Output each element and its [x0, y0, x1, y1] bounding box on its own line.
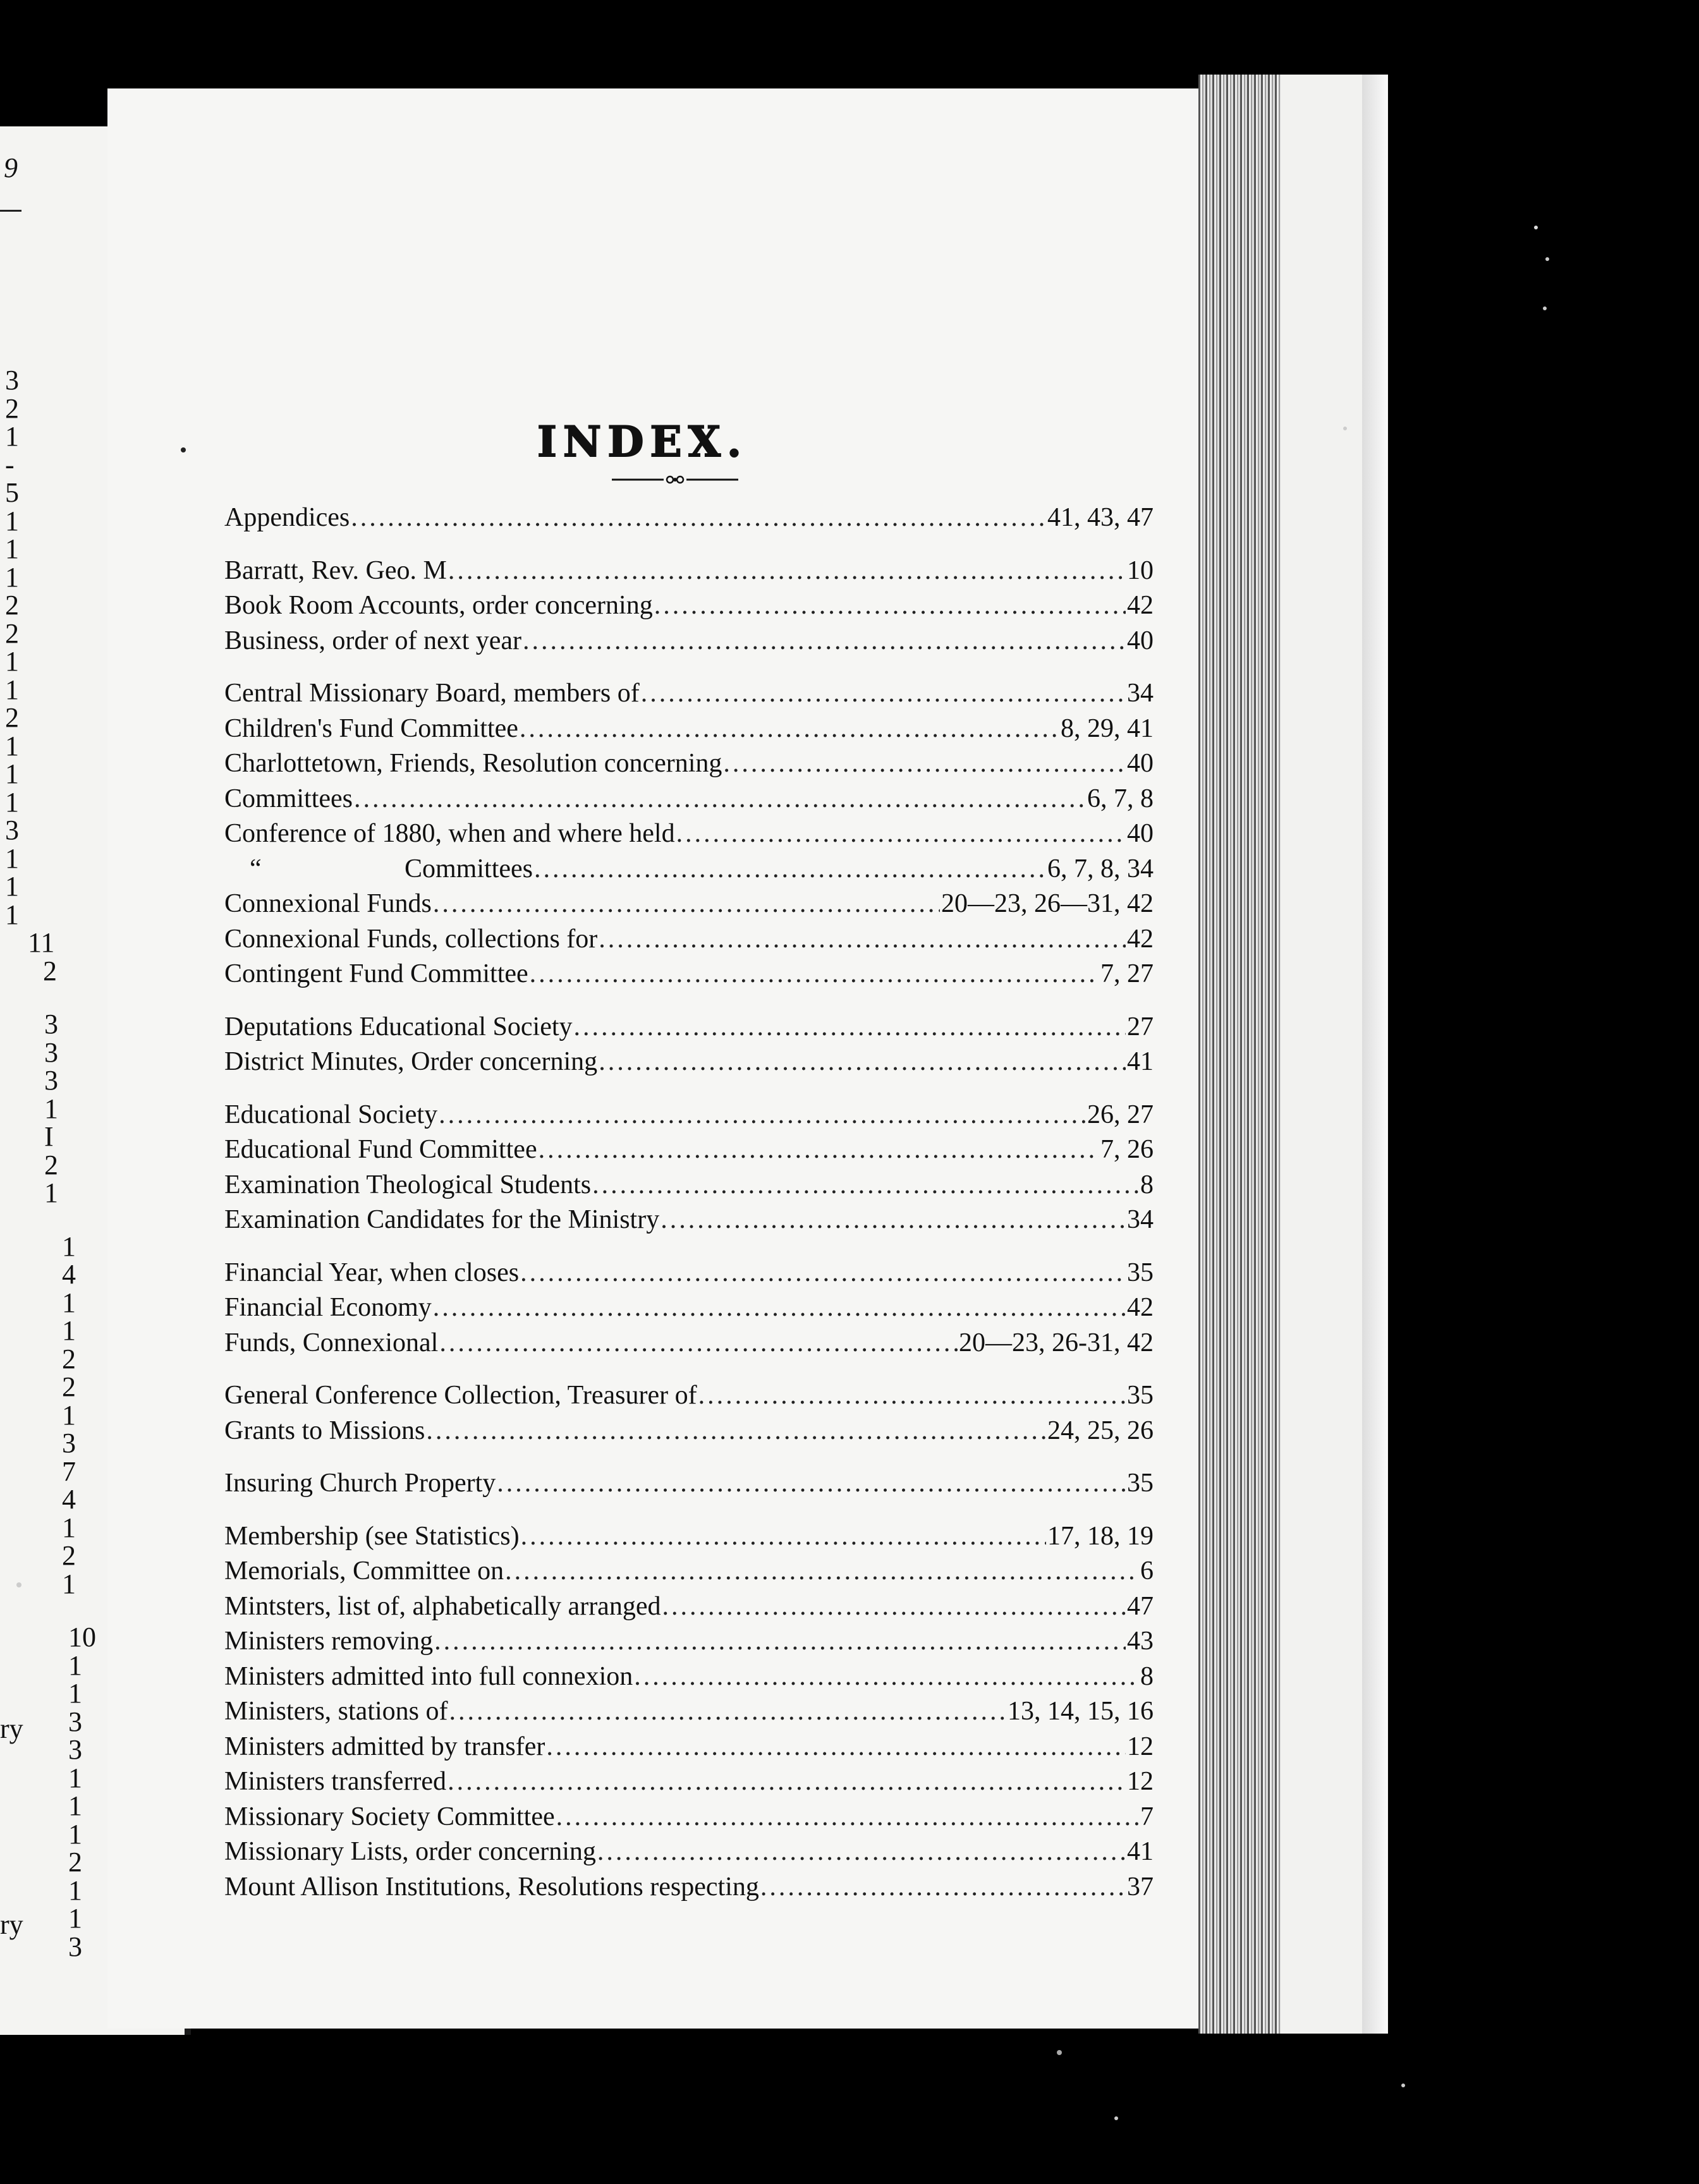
index-entry-pages: 40: [1127, 626, 1154, 655]
left-page-number: 3: [5, 815, 19, 846]
left-page-number: 2: [5, 590, 19, 621]
left-page-number: 1: [62, 1512, 76, 1543]
index-entry-pages: 20—23, 26—31, 42: [941, 889, 1154, 918]
index-entry-pages: 35: [1127, 1381, 1154, 1410]
index-entry-pages: 47: [1127, 1591, 1154, 1621]
index-entry-text: Charlottetown, Friends, Resolution concerning: [224, 749, 722, 778]
left-page-number: 7: [62, 1455, 76, 1487]
left-page-number: 3: [68, 1734, 82, 1765]
left-page-number: 2: [62, 1343, 76, 1374]
index-entry-pages: 41: [1127, 1837, 1154, 1866]
left-page-number: 1: [44, 1093, 58, 1124]
index-entry-pages: 40: [1127, 749, 1154, 778]
left-page-number: 1: [68, 1874, 82, 1906]
index-entry-text: Financial Year, when closes: [224, 1258, 520, 1287]
left-page-number: 2: [62, 1540, 76, 1571]
index-entry-pages: 35: [1127, 1469, 1154, 1498]
left-page-number: 1: [5, 561, 19, 593]
index-entry-pages: 6: [1140, 1556, 1154, 1586]
index-entry-text: Connexional Funds: [224, 889, 432, 918]
left-page-number: 3: [5, 365, 19, 396]
index-entry-pages: 42: [1127, 1293, 1154, 1322]
left-page-number: 1: [62, 1399, 76, 1431]
left-page-number: 1: [5, 871, 19, 902]
index-entry-pages: 24, 25, 26: [1047, 1416, 1154, 1445]
left-page-number: 1: [5, 786, 19, 818]
left-page-number: I: [44, 1121, 54, 1152]
left-page-number: 1: [62, 1230, 76, 1262]
index-entry-text: Insuring Church Property: [224, 1469, 496, 1498]
index-entry-pages: 7, 27: [1100, 959, 1154, 988]
index-entry-pages: 7: [1140, 1802, 1154, 1831]
left-page-number: 1: [68, 1649, 82, 1681]
index-entry-pages: 35: [1127, 1258, 1154, 1287]
index-entry-text: Committees: [224, 784, 353, 813]
left-page-number: 1: [68, 1790, 82, 1821]
left-page-number: 3: [44, 1036, 58, 1068]
left-page-number: -: [5, 449, 15, 480]
index-entry-pages: 34: [1127, 679, 1154, 708]
index-entry-text: Central Missionary Board, members of: [224, 679, 640, 708]
left-page-number: 1: [44, 1177, 58, 1208]
left-page-number: 1: [5, 842, 19, 874]
left-page-number: 1: [5, 758, 19, 789]
index-entry-pages: 13, 14, 15, 16: [1008, 1697, 1154, 1726]
left-page-folio: 9: [4, 152, 18, 183]
left-page-number: 3: [44, 1065, 58, 1096]
left-page-number: 2: [5, 702, 19, 733]
index-entry-text: Educational Fund Committee: [224, 1135, 537, 1164]
left-page-number: 1: [62, 1315, 76, 1346]
left-page-number: 1: [68, 1903, 82, 1934]
index-entry-text: Deputations Educational Society: [224, 1012, 573, 1041]
index-entry-text: Ministers, stations of: [224, 1697, 448, 1726]
index-entry-text: Contingent Fund Committee: [224, 959, 528, 988]
index-entry-text: Ministers removing: [224, 1627, 434, 1656]
left-page-number: 2: [68, 1847, 82, 1878]
left-page-number: 4: [62, 1484, 76, 1515]
index-entry-text: Membership (see Statistics): [224, 1521, 520, 1551]
index-entry-pages: 27: [1127, 1012, 1154, 1041]
index-entry-pages: 17, 18, 19: [1047, 1521, 1154, 1551]
index-entry-pages: 7, 26: [1100, 1135, 1154, 1164]
index-entry-pages: 40: [1127, 819, 1154, 848]
index-entry-text: Business, order of next year: [224, 626, 522, 655]
index-entry-pages: 10: [1127, 555, 1154, 585]
left-page-number: 1: [68, 1818, 82, 1850]
index-entry-pages: 8, 29, 41: [1061, 713, 1154, 743]
index-entry-text: Mintsters, list of, alphabetically arranged: [224, 1591, 661, 1621]
left-page-number: 2: [62, 1371, 76, 1402]
left-page-number: 3: [62, 1428, 76, 1459]
index-entry-text: Missionary Society Committee: [224, 1802, 555, 1831]
left-page-number: 1: [5, 533, 19, 564]
left-page-number: 1: [62, 1568, 76, 1599]
left-page-number: 5: [5, 477, 19, 508]
index-entry-pages: 12: [1127, 1732, 1154, 1761]
left-page-number: 10: [68, 1622, 96, 1653]
left-page-number: 1: [5, 646, 19, 677]
index-entry-text: Examination Candidates for the Ministry: [224, 1205, 660, 1234]
left-page-number: 2: [44, 1149, 58, 1180]
index-entry-pages: 41: [1127, 1047, 1154, 1076]
index-entry-text: General Conference Collection, Treasurer of: [224, 1381, 697, 1410]
ditto-mark: “: [250, 854, 262, 883]
left-page-number: 3: [68, 1706, 82, 1737]
left-page-number: 1: [5, 505, 19, 537]
index-entry-text: District Minutes, Order concerning: [224, 1047, 598, 1076]
index-entry-pages: 8: [1140, 1170, 1154, 1199]
index-entry-pages: 41, 43, 47: [1047, 503, 1154, 532]
index-entry-text: Children's Fund Committee: [224, 713, 518, 743]
index-entry-text: Financial Economy: [224, 1293, 432, 1322]
left-page-number: 3: [44, 1009, 58, 1040]
left-page-number: 2: [5, 617, 19, 649]
left-page-number: 3: [68, 1931, 82, 1962]
left-page-number: 4: [62, 1259, 76, 1290]
index-entry-pages: 8: [1140, 1661, 1154, 1691]
index-entry-pages: 6, 7, 8, 34: [1047, 854, 1154, 883]
left-page-number: 1: [5, 899, 19, 930]
index-entry-text: Appendices: [224, 503, 350, 532]
index-entry-pages: 34: [1127, 1205, 1154, 1234]
index-entry-text: Ministers admitted into full connexion: [224, 1661, 633, 1691]
index-entry-text: Mount Allison Institutions, Resolutions respecting: [224, 1872, 759, 1902]
index-entry-pages: 26, 27: [1087, 1100, 1154, 1129]
index-entry-text: Funds, Connexional: [224, 1328, 439, 1357]
index-entry-text: Ministers transferred: [224, 1767, 447, 1796]
index-entry-text: Book Room Accounts, order concerning: [224, 591, 653, 620]
left-page-number: 1: [68, 1678, 82, 1709]
index-entry-text: Conference of 1880, when and where held: [224, 819, 675, 848]
left-page-number: 1: [62, 1287, 76, 1318]
index-entry-text: Examination Theological Students: [224, 1170, 592, 1199]
index-entry-pages: 42: [1127, 924, 1154, 954]
left-page-number: 1: [5, 674, 19, 705]
left-page-number: 1: [5, 730, 19, 761]
index-entry-pages: 6, 7, 8: [1087, 784, 1154, 813]
index-entry-pages: 42: [1127, 591, 1154, 620]
index-entry-text: Barratt, Rev. Geo. M: [224, 555, 447, 585]
left-page-number: 1: [5, 421, 19, 452]
index-entry-text: Missionary Lists, order concerning: [224, 1837, 596, 1866]
page-title: INDEX.: [537, 417, 748, 466]
left-page-number: 11: [28, 927, 55, 958]
index-entry-text: Educational Society: [224, 1100, 438, 1129]
left-page-number: 1: [68, 1762, 82, 1793]
index-entry-text: Grants to Missions: [224, 1416, 425, 1445]
index-entry-text: Ministers admitted by transfer: [224, 1732, 545, 1761]
index-entry-text: Committees: [405, 854, 533, 883]
index-entry-text: Memorials, Committee on: [224, 1556, 504, 1586]
index-entry-pages: 20—23, 26-31, 42: [959, 1328, 1154, 1357]
index-entry-pages: 37: [1127, 1872, 1154, 1902]
left-page-fragment: ry: [0, 1713, 23, 1744]
left-page-number: 2: [5, 392, 19, 424]
left-page-number: 2: [43, 955, 57, 986]
index-entry-pages: 43: [1127, 1627, 1154, 1656]
left-page-fragment: ry: [0, 1909, 23, 1940]
index-entry-text: Connexional Funds, collections for: [224, 924, 598, 954]
index-entry-pages: 12: [1127, 1767, 1154, 1796]
